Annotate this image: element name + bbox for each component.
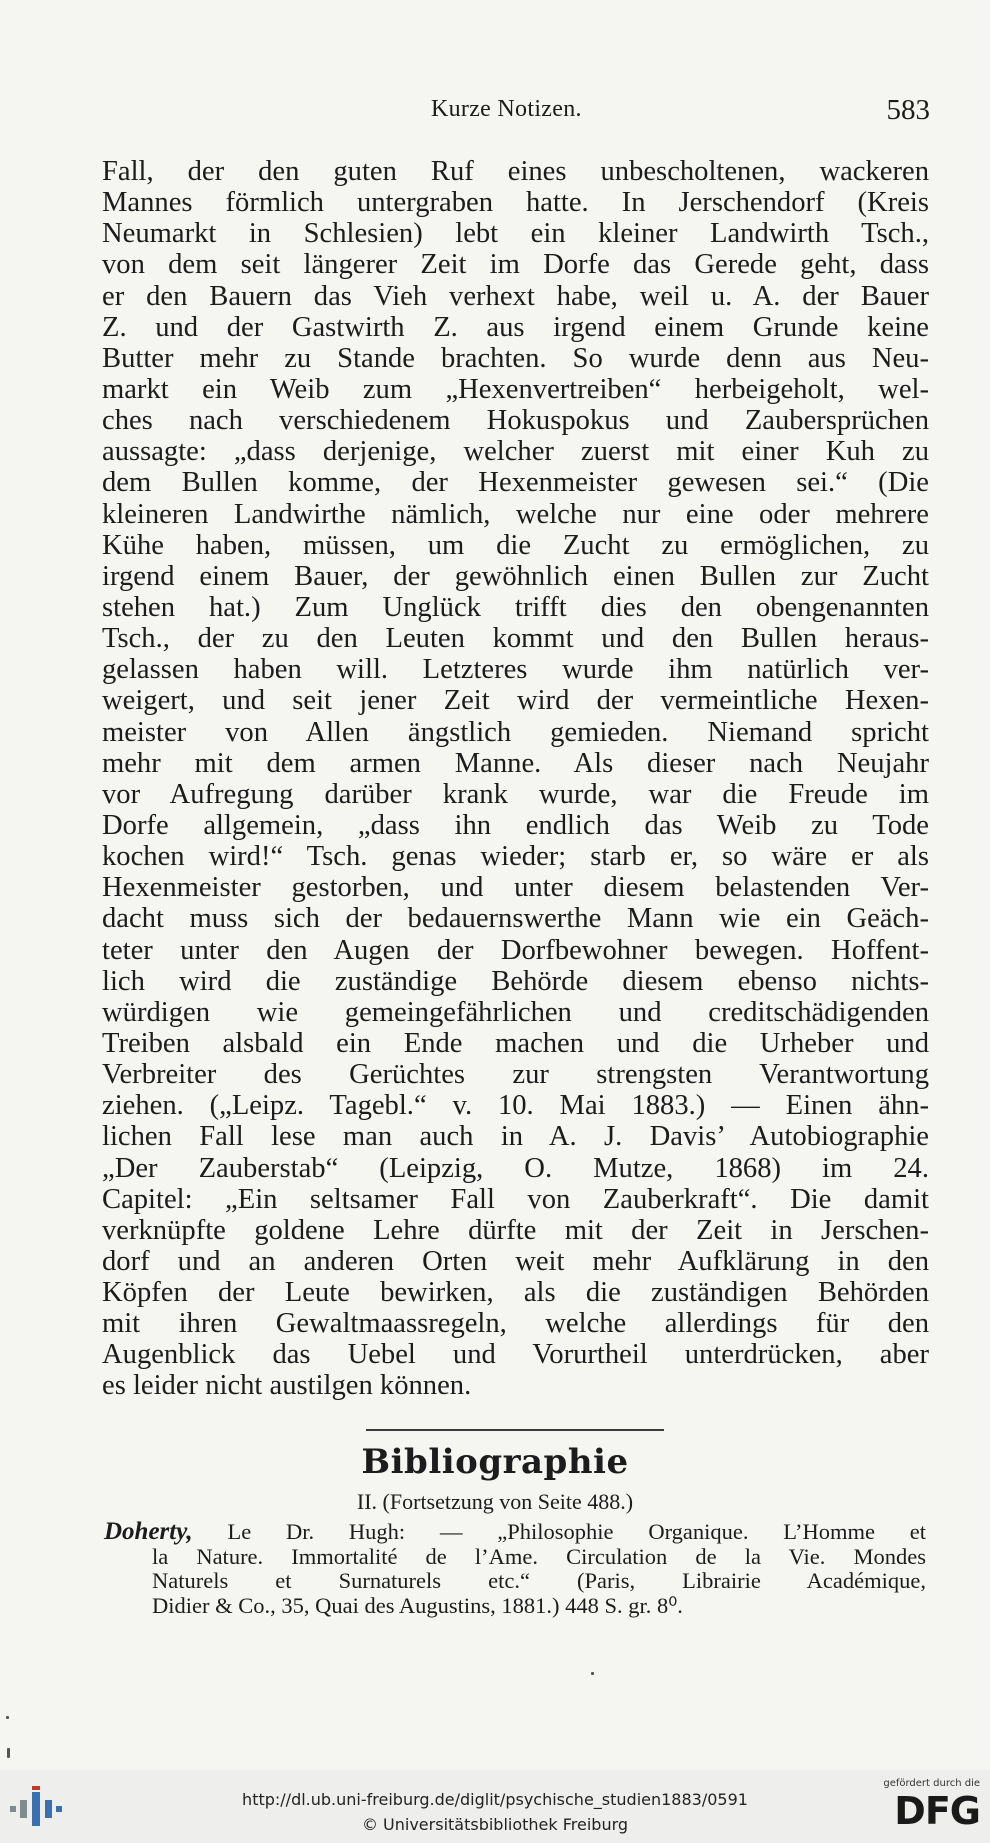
text-line: kochen wird!“ Tsch. genas wieder; starb er, so wäre er als xyxy=(102,841,929,873)
text-line: Hexenmeister gestorben, und unter diesem belastenden Ver- xyxy=(102,872,929,904)
text-line: dacht muss sich der bedauernswerthe Mann wie ein Geäch- xyxy=(102,903,929,935)
text-line: vor Aufregung darüber krank wurde, war die Freude im xyxy=(102,778,929,810)
running-title: Kurze Notizen. xyxy=(431,96,582,122)
bibliography-line: Naturels et Surnaturels etc.“ (Paris, Librairie Académique, xyxy=(152,1568,926,1593)
text-line: von dem seit längerer Zeit im Dorfe das Gerede geht, dass xyxy=(102,249,929,281)
text-line: Verbreiter des Gerüchtes zur strengsten Verantwortung xyxy=(102,1059,929,1091)
text-line: Z. und der Gastwirth Z. aus irgend einem Grunde keine xyxy=(102,311,929,343)
funding-caption: gefördert durch die xyxy=(883,1778,980,1789)
bibliography-line: Didier & Co., 35, Quai des Augustins, 1881.) 448 S. gr. 8⁰. xyxy=(152,1592,683,1618)
text-line: ziehen. („Leipz. Tagebl.“ v. 10. Mai 1883.) — Einen ähn- xyxy=(102,1090,929,1122)
scan-speck xyxy=(7,1748,10,1758)
permalink-url xyxy=(0,1790,990,1809)
dfg-logo-icon: DFG xyxy=(894,1789,980,1833)
text-line: stehen hat.) Zum Unglück trifft dies den obengenannten xyxy=(102,591,929,623)
text-line: Köpfen der Leute bewirken, als die zuständigen Behörden xyxy=(102,1277,929,1309)
page-header xyxy=(104,96,930,130)
text-line: Dorfe allgemein, „dass ihn endlich das Weib zu Tode xyxy=(102,809,929,841)
scan-speck xyxy=(6,1716,9,1719)
copyright-notice xyxy=(0,1815,990,1834)
permalink-link[interactable]: http://dl.ub.uni-freiburg.de/diglit/psychische_studien1883/0591 xyxy=(242,1790,748,1809)
library-link[interactable]: © Universitätsbibliothek Freiburg xyxy=(361,1815,629,1834)
text-line: mit ihren Gewaltmaassregeln, welche allerdings für den xyxy=(102,1308,929,1340)
text-line: aussagte: „dass derjenige, welcher zuerst mit einer Kuh zu xyxy=(102,436,929,468)
text-line: meister von Allen ängstlich gemieden. Niemand spricht xyxy=(102,716,929,748)
text-line: Fall, der den guten Ruf eines unbescholtenen, wackeren xyxy=(102,156,929,187)
bibliography-text: Le Dr. Hugh: — „Philosophie Organique. L’Homme et xyxy=(227,1519,927,1544)
text-line: weigert, und seit jener Zeit wird der vermeintliche Hexen- xyxy=(102,685,929,717)
text-line: Treiben alsbald ein Ende machen und die Urheber und xyxy=(102,1027,929,1059)
text-line: Capitel: „Ein seltsamer Fall von Zauberkraft“. Die damit xyxy=(102,1183,929,1215)
section-heading: Bibliographie xyxy=(361,1442,629,1482)
text-line: er den Bauern das Vieh verhext habe, weil u. A. der Bauer xyxy=(102,280,929,312)
scan-speck xyxy=(591,1672,594,1675)
text-line: Neumarkt in Schlesien) lebt ein kleiner Landwirth Tsch., xyxy=(102,218,929,250)
viewer-footer xyxy=(0,1770,990,1843)
text-line: dem Bullen komme, der Hexenmeister gewesen sei.“ (Die xyxy=(102,467,929,499)
text-line: mehr mit dem armen Manne. Als dieser nach Neujahr xyxy=(102,747,929,779)
dfg-funding-badge[interactable] xyxy=(876,1778,980,1838)
text-line: Kühe haben, müssen, um die Zucht zu ermöglichen, zu xyxy=(102,529,929,561)
bibliography-line: la Nature. Immortalité de l’Ame. Circulation de la Vie. Mondes xyxy=(152,1543,926,1569)
bibliography-line xyxy=(104,1520,926,1545)
text-line: gelassen haben will. Letzteres wurde ihm natürlich ver- xyxy=(102,654,929,686)
text-line: würdigen wie gemeingefährlichen und creditschädigenden xyxy=(102,996,929,1028)
text-line: es leider nicht austilgen können. xyxy=(102,1370,472,1402)
section-continuation-note: II. (Fortsetzung von Seite 488.) xyxy=(356,1489,634,1514)
text-line: ches nach verschiedenem Hokuspokus und Zaubersprüchen xyxy=(102,405,929,437)
text-line: Augenblick das Uebel und Vorurtheil unterdrücken, aber xyxy=(102,1339,929,1371)
section-divider xyxy=(366,1429,664,1431)
text-line: teter unter den Augen der Dorfbewohner bewegen. Hoffent- xyxy=(102,934,929,966)
text-line: irgend einem Bauer, der gewöhnlich einen Bullen zur Zucht xyxy=(102,560,929,592)
text-line: Butter mehr zu Stande brachten. So wurde denn aus Neu- xyxy=(102,342,929,374)
text-line: kleineren Landwirthe nämlich, welche nur eine oder mehrere xyxy=(102,498,929,530)
text-line: lich wird die zuständige Behörde diesem ebenso nichts- xyxy=(102,965,929,997)
bibliography-entry xyxy=(104,1520,926,1618)
text-line: „Der Zauberstab“ (Leipzig, O. Mutze, 1868) im 24. xyxy=(102,1152,929,1184)
text-line: Mannes förmlich untergraben hatte. In Jerschendorf (Kreis xyxy=(102,187,929,219)
page-number: 583 xyxy=(886,94,930,126)
bibliography-author: Doherty, xyxy=(104,1518,193,1545)
text-line: verknüpfte goldene Lehre dürfte mit der Zeit in Jerschen- xyxy=(102,1214,929,1246)
text-line: markt ein Weib zum „Hexenvertreiben“ herbeigeholt, wel- xyxy=(102,373,929,405)
text-line: dorf und an anderen Orten weit mehr Aufklärung in den xyxy=(102,1245,929,1277)
text-line: lichen Fall lese man auch in A. J. Davis’ Autobiographie xyxy=(102,1121,929,1153)
article-body xyxy=(102,156,929,1402)
text-line: Tsch., der zu den Leuten kommt und den Bullen heraus- xyxy=(102,623,929,655)
